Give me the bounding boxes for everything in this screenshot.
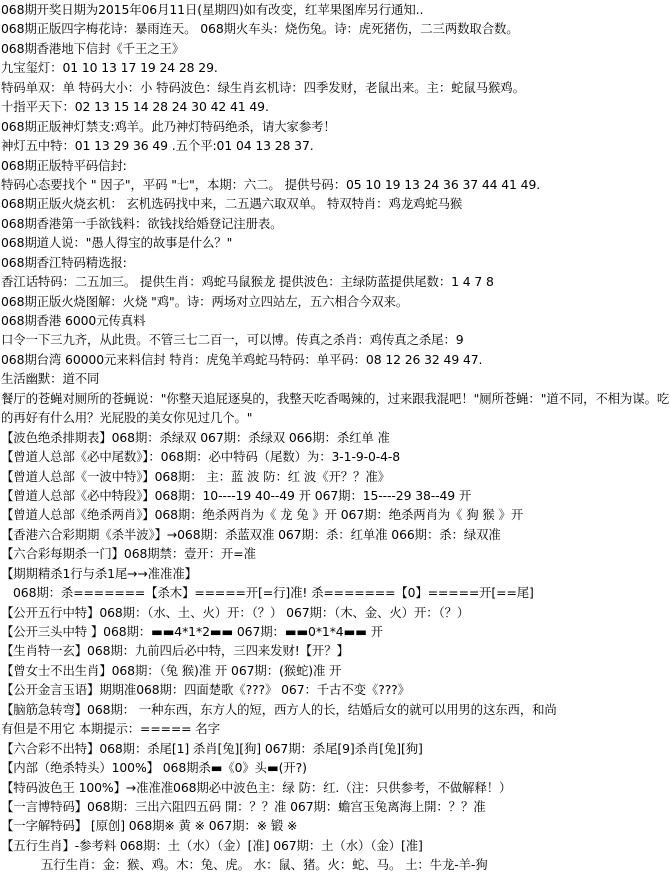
text-line: 口令一下三九齐，从此贵。不管三七二百一，可以博。传真之杀肖：鸡传真之杀尾：9: [1, 332, 464, 348]
text-line: 【生肖特一玄】068期：九前四后必中特，三四来发财!【开？】: [1, 643, 349, 659]
text-line: 【公开三头中特 】068期：▬▬4*1*2▬▬ 067期：▬▬0*1*4▬▬ 开: [1, 624, 383, 640]
text-line: 【内部（绝杀特头）100%】 068期杀▬《0》头▬(开?): [1, 760, 307, 776]
text-line: 有但是不用它 本期提示：===== 名字: [1, 721, 220, 737]
text-line: 068期香港 6000元传真料: [1, 313, 146, 328]
joke-paragraph: 餐厅的苍蝇对厕所的苍蝇说："你整天追屁逐臭的，我整天吃香喝辣的，过来跟我混吧！"厕所苍蝇："道不同，不相为谋。吃的再好有什么用？光屁股的美女你见过几个。": [1, 390, 670, 426]
text-line: 【一字解特码】 [原创] 068期※ 黄 ※ 067期：※ 锻 ※: [1, 818, 298, 834]
text-line: 特码单双：单 特码大小：小 特码波色：绿生肖玄机诗：四季发财，老鼠出来。主：蛇鼠马猴鸡。: [1, 79, 525, 95]
section-predictions: [1, 428, 670, 720]
text-line: 068期香港地下信封《千王之王》: [1, 40, 185, 56]
text-line: 【曾道人总部《一波中特》】068期： 主：蓝 波 防：红 波《开？？准》: [1, 468, 390, 484]
text-line: 【曾道人总部《绝杀两肖》】068期：绝杀两肖为《 龙 兔 》开 067期：绝杀两肖为《 狗 猴 》开: [1, 507, 524, 523]
text-line: 【曾道人总部《必中尾数》】：068期：必中特码（尾数）为：3-1-9-0-4-8: [1, 449, 401, 465]
text-line: 068期台湾 60000元来料信封 特肖：虎兔羊鸡蛇马特码：单平码：08 12 26 32 49 47.: [1, 351, 483, 367]
text-line: 生活幽默：道不同: [1, 371, 100, 387]
text-line: 068期香港第一手欲钱料：欲钱找给婚登记注册表。: [1, 215, 283, 231]
text-line: 【波色绝杀排期表】068期：杀绿双 067期：杀绿双 066期：杀红单 准: [1, 429, 390, 445]
text-line: 068期正版特平码信封:: [1, 157, 127, 173]
text-line: 068期正版火烧图解：火烧 "鸡"。诗：两场对立四站左，五六相合今双来。: [1, 293, 409, 309]
text-line: 特码心态要找个 " 因子"，平码 "七"，本期：六二。 提供号码：05 10 19 13 24 36 37 44 41 49.: [1, 176, 541, 192]
text-line: 068期正版四字梅花诗：暴雨连天。 068期火车头：烧伤兔。诗：虎死猪伤，二三两数取合数。: [1, 21, 519, 37]
text-line: 【一言博特码】068期：三出六阻四五码 開：？？准 067期：蟾宫玉兔离海上開：？？准: [1, 798, 486, 814]
text-line: 【曾女士不出生肖】068期：（兔 猴)准 开 067期：(猴蛇)准 开: [1, 662, 342, 678]
text-line: 【期期精杀1行与杀1尾→→准准准】: [1, 565, 197, 581]
text-line: 【香港六合彩期期《杀半波》】→068期：杀蓝双准 067期：杀：红单准 066期：杀：绿双准: [1, 526, 501, 542]
footer-line: 五行生肖：金：猴、鸡。木：兔、虎。 水：鼠、猪。火：蛇、马。 土：牛龙-羊-狗: [41, 857, 488, 873]
text-line: 香江话特码：二五加三。 提供生肖：鸡蛇马鼠猴龙 提供波色：主绿防蓝提供尾数：1 4 7 8: [1, 274, 494, 290]
text-line: 【公开五行中特】068期：（水、土、火）开：（？） 067期：（木、金、火）开：（？）: [1, 604, 470, 620]
text-line: 九宝玺灯：01 10 13 17 19 24 28 29.: [1, 60, 218, 76]
section-more: [1, 719, 670, 875]
text-line: 【六合彩不出特】068期：杀尾[1] 杀肖[兔][狗] 067期：杀尾[9]杀肖[兔][狗]: [1, 740, 423, 756]
text-line: 068期正版神灯禁支:鸡羊。此乃神灯特码绝杀，请大家参考！: [1, 118, 336, 134]
text-line: 068期香江特码精选报:: [1, 254, 127, 270]
text-line: 神灯五中特：01 13 29 36 49 .五个平:01 04 13 28 37.: [1, 138, 314, 154]
section-header: [1, 0, 670, 389]
text-line: 【公开金言玉语】期期准068期：四面楚歌《???》 067：千古不变《???》: [1, 682, 410, 698]
text-line: 068期：杀=======【杀木】=====开[=行]准! 杀=======【0】=====开[==尾]: [13, 585, 534, 601]
text-line: 十指平天下：02 13 15 14 28 24 30 42 41 49.: [1, 99, 269, 115]
text-line: 068期开奖日期为2015年06月11日(星期四)如有改变，红苹果图库另行通知..: [1, 2, 424, 17]
text-line: 【特码波色王 100%】→准准准068期必中波色主：绿 防：红.（注：只供参考，不做解释！）: [1, 779, 512, 795]
text-line: 【脑筋急转弯】068期： 一种东西，东方人的短，西方人的长，结婚后女的就可以用男的这东西，和尚: [1, 701, 557, 717]
text-line: 【六合彩每期杀一门】068期禁：壹开：开=准: [1, 546, 256, 562]
text-line: 068期正版火烧玄机： 玄机选码找中来，二五遇六取双单。 特双特肖：鸡龙鸡蛇马猴: [1, 196, 463, 212]
text-line: 068期道人说："愚人得宝的故事是什么？": [1, 235, 233, 251]
text-line: 【五行生肖】-参考料 068期：土（水）（金）[准] 067期：土（水）（金）[准]: [1, 837, 423, 853]
text-line: 【曾道人总部《必中特段》】068期：10----19 40--49 开 067期：15----29 38--49 开: [1, 487, 472, 503]
